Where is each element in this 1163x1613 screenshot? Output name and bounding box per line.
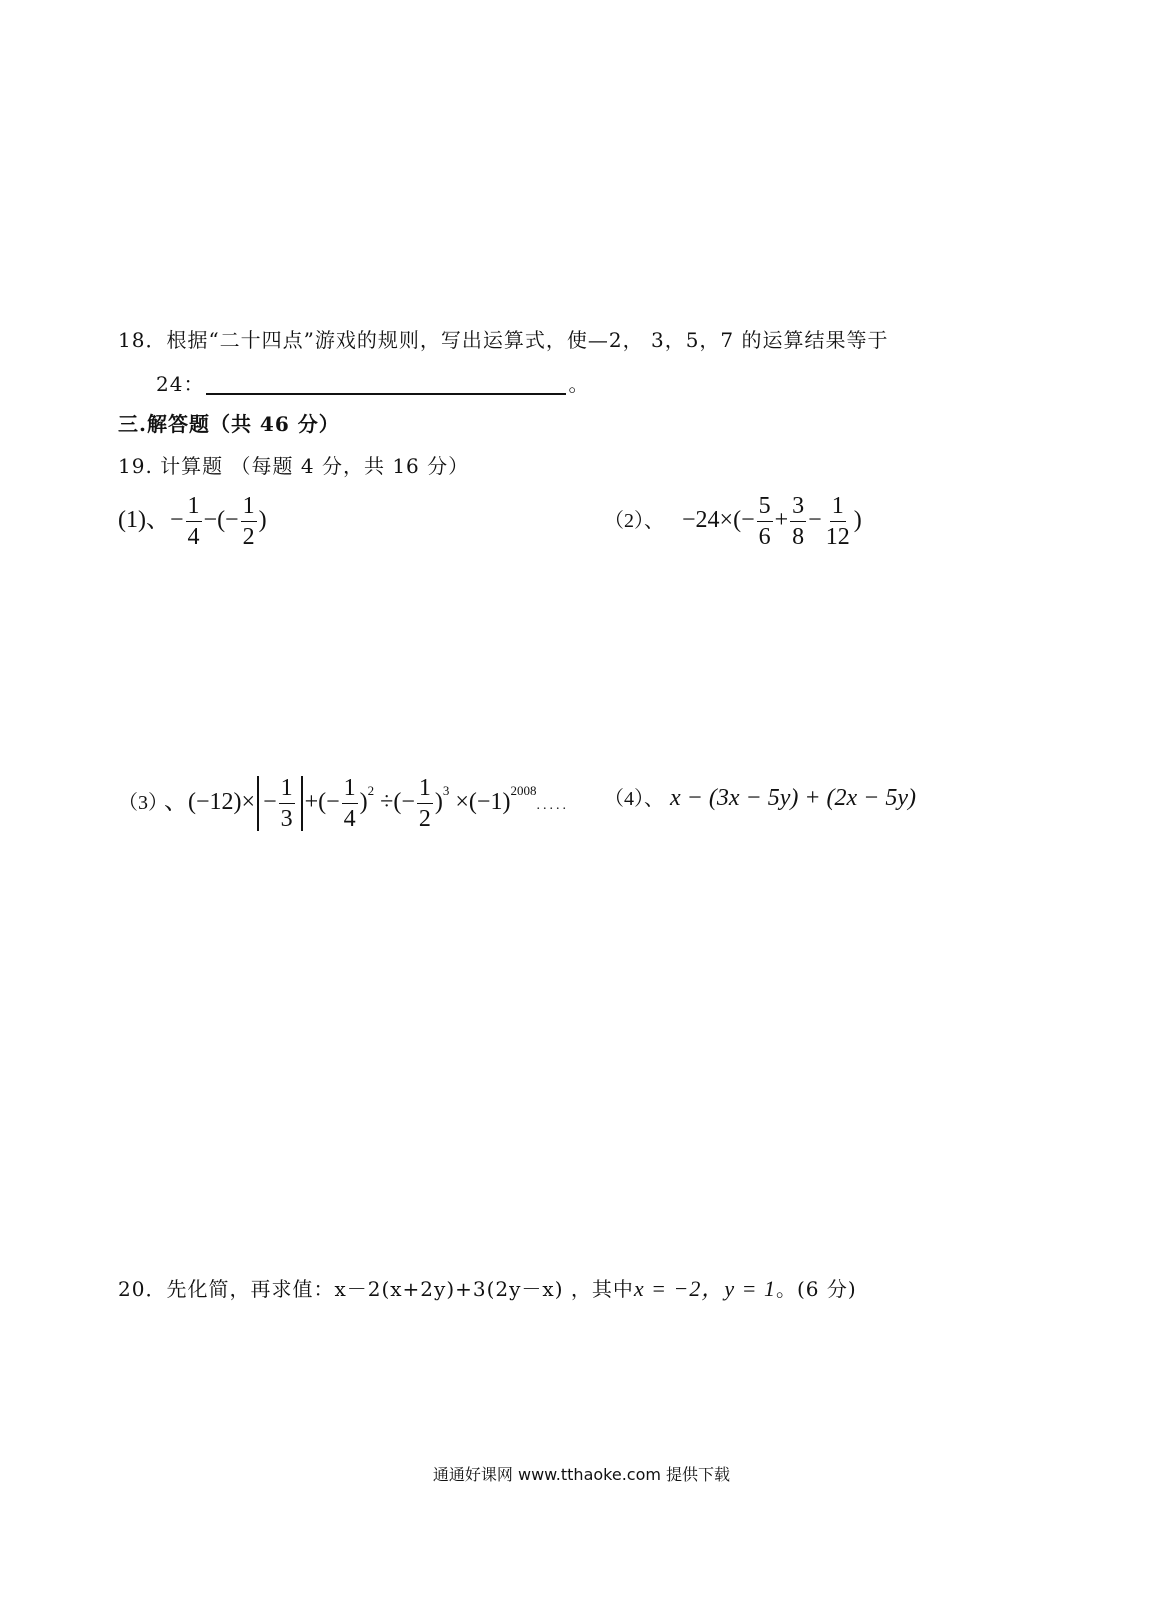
fraction [342, 776, 358, 831]
fraction [417, 776, 433, 831]
fraction [824, 494, 852, 549]
denominator: 6 [758, 524, 771, 550]
expression: x − (3x − 5y) + (2x − 5y) [670, 785, 917, 811]
problem-1-label: (1)、 [118, 507, 170, 534]
operator: −(− [203, 507, 239, 534]
trailing-dots: ..... [536, 798, 569, 814]
numerator: 1 [279, 776, 295, 804]
fraction [186, 494, 202, 549]
fraction [279, 776, 295, 831]
operator: 、(−12)× [164, 789, 256, 816]
numerator: 1 [830, 494, 846, 522]
numerator: 1 [241, 494, 257, 522]
fraction [790, 494, 806, 549]
divide-operator: ÷(− [374, 789, 415, 816]
numerator: 3 [790, 494, 806, 522]
operator: − [808, 507, 822, 534]
question-18-suffix: 。 [568, 372, 590, 396]
denominator: 12 [825, 524, 850, 550]
operator: −24×(− [682, 507, 755, 534]
denominator: 4 [343, 806, 356, 832]
question-20 [118, 1272, 857, 1303]
numerator: 1 [186, 494, 202, 522]
problem-4-label: （4）、 [604, 788, 664, 810]
question-18-line1: 18．根据“二十四点”游戏的规则，写出运算式，使—2， 3，5，7 的运算结果等于 [118, 328, 889, 352]
minus-sign: − [169, 507, 184, 534]
answer-blank [206, 373, 566, 395]
question-18-line2 [156, 368, 589, 397]
absolute-value [257, 776, 303, 831]
close-paren: ) [853, 507, 862, 534]
exponent: 2008 [510, 783, 537, 799]
problem-2-label: （2）、 [604, 510, 664, 533]
operator: +(− [304, 789, 340, 816]
section-heading: 三.解答题（共 46 分） [118, 412, 340, 436]
times-operator: ×(−1) [449, 789, 511, 816]
fraction [241, 494, 257, 549]
question-18-prefix: 24： [156, 372, 205, 396]
denominator: 2 [418, 806, 431, 832]
question-20-text: 20．先化简，再求值：x－2(x+2y)+3(2y－x) ，其中 [118, 1277, 634, 1301]
numerator: 1 [417, 776, 433, 804]
question-19-title: 19. 计算题 （每题 4 分，共 16 分） [118, 454, 470, 478]
footer: 通通好课网 www.tthaoke.com 提供下载 [432, 1465, 731, 1484]
denominator: 8 [792, 524, 805, 550]
operator: + [774, 507, 789, 534]
numerator: 5 [757, 494, 773, 522]
close-paren: ) [258, 507, 267, 534]
question-20-condition: x = −2，y = 1 [633, 1276, 776, 1301]
numerator: 1 [342, 776, 358, 804]
problem-2 [604, 494, 862, 549]
problem-1 [118, 494, 267, 549]
question-20-points: 。(6 分) [775, 1277, 857, 1301]
exponent: 2 [367, 783, 375, 799]
problem-3-label: （3） [118, 792, 158, 815]
close-paren: ) [359, 789, 368, 816]
exponent: 3 [442, 783, 450, 799]
fraction [757, 494, 773, 549]
denominator: 4 [187, 524, 200, 550]
minus-sign: − [263, 789, 277, 816]
denominator: 3 [280, 806, 293, 832]
denominator: 2 [242, 524, 255, 550]
problem-4 [604, 782, 916, 812]
problem-3 [118, 776, 569, 831]
close-paren: ) [434, 789, 443, 816]
